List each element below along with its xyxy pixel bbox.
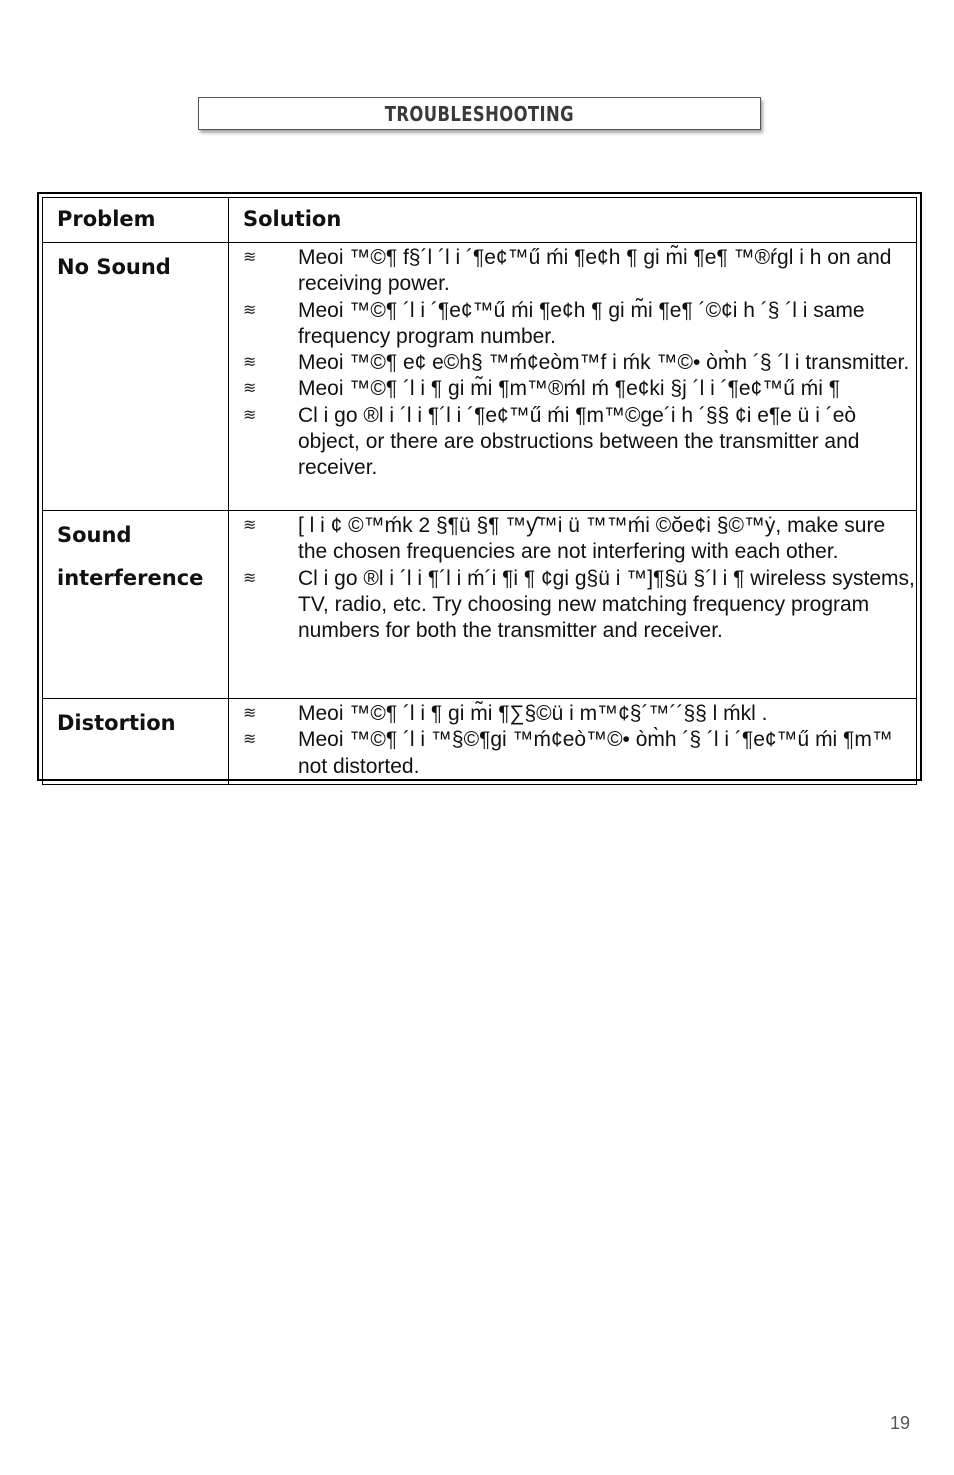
solution-cell [229,511,917,699]
solution-item [229,350,916,376]
table-row [43,243,917,511]
solution-cell [229,243,917,511]
solution-text: Cl i go ®l i ´l i ¶´l i ḿ´i ¶i ¶ ¢gi g§ü i ™]¶§ü §´l i ¶ wireless systems, TV, radio, etc. Try choosing new matching frequency program numbers for both the transmitter and receiver. [298,566,915,643]
solution-item [229,513,916,566]
bullet-icon: ≋ [243,301,254,319]
solution-list [229,699,916,784]
table-header-row [43,198,917,243]
page-number: 19 [890,1413,911,1433]
solution-item [229,701,916,727]
solution-text: [ l i ¢ ©™ḿk 2 §¶ü §¶ ™ƴ™i ü ™™ḿi ©ŏe¢i §©™ẏ, make sure the chosen frequencies are not interfering with each other. [298,514,886,564]
solution-item [229,245,916,298]
solution-text: Meoi ™©¶ ´l i ´¶e¢™ű ḿi ¶e¢h ¶ gi m̃i ¶e¶ ´©¢i h ´§ ´l i same frequency program number. [298,298,865,348]
solution-item [229,403,916,482]
solution-item [229,727,916,780]
problem-cell: Sound interference [43,511,229,699]
troubleshooting-table-frame [37,192,922,781]
bullet-icon: ≋ [243,731,254,749]
table-row [43,511,917,699]
solution-cell [229,699,917,785]
header-solution: Solution [229,198,917,243]
solution-text: Meoi ™©¶ e¢ e©h§ ™ḿ¢eòm™f i ḿk ™©• òm̀h ´§ ´l i transmitter. [298,351,910,375]
solution-list [229,511,916,648]
header-problem: Problem [43,198,229,243]
solution-text: Meoi ™©¶ ´l i ™§©¶gi ™ḿ¢eò™©• òm̀h ´§ ´l i ´¶e¢™ű ḿi ¶m™ not distorted. [298,728,893,778]
solution-text: Meoi ™©¶ f§´l ´l i ´¶e¢™ű ḿi ¶e¢h ¶ gi m̃i ¶e¶ ™®ŕgl i h on and receiving power. [298,246,892,296]
bullet-icon: ≋ [243,354,254,372]
solution-item [229,376,916,402]
section-title-box [198,97,761,130]
bullet-icon: ≋ [243,406,254,424]
solution-text: Cl i go ®l i ´l i ¶´l i ´¶e¢™ű ḿi ¶m™©ge´i h ´§§ ¢i e¶e ü i ´eò object, or there are obstructions between the transmitter and receiver. [298,403,860,480]
solution-list [229,243,916,486]
solution-item [229,298,916,351]
table-row [43,699,917,785]
problem-cell: Distortion [43,699,229,785]
bullet-icon: ≋ [243,569,254,587]
troubleshooting-table [42,197,917,785]
bullet-icon: ≋ [243,705,254,722]
solution-text: Meoi ™©¶ ´l i ¶ gi m̃i ¶∑§©ü i m™¢§´™´´§§ l ḿkl . [298,702,768,725]
bullet-icon: ≋ [243,380,254,398]
bullet-icon: ≋ [243,517,254,534]
bullet-icon: ≋ [243,249,254,266]
problem-cell: No Sound [43,243,229,511]
page-title: TROUBLESHOOTING [384,101,575,126]
solution-text: Meoi ™©¶ ´l i ¶ gi m̃i ¶m™®ḿl ḿ ¶e¢ki §j ´l i ´¶e¢™ű ḿi ¶ [298,377,841,401]
solution-item [229,566,916,645]
